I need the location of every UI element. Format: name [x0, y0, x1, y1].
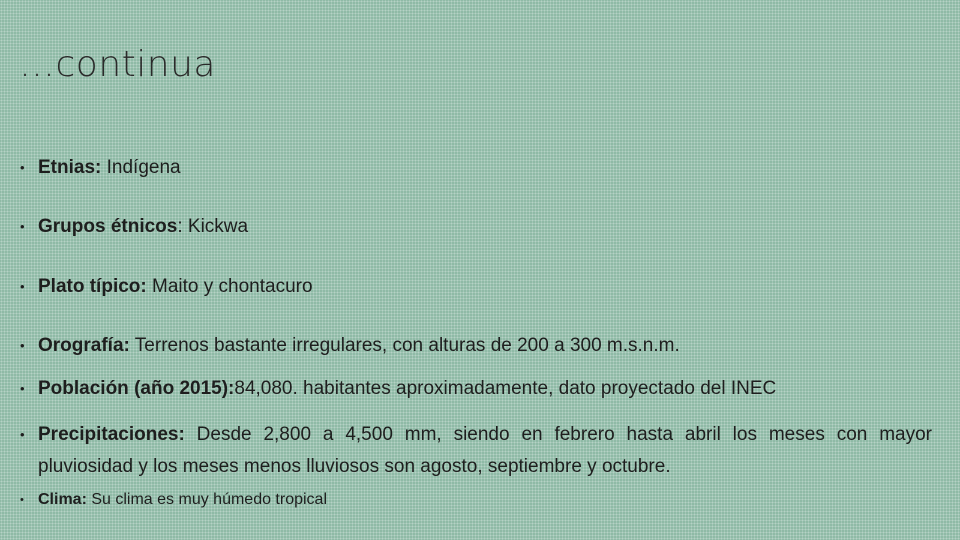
bullet-text: Su clima es muy húmedo tropical	[86, 491, 328, 508]
bullet-precipitaciones	[20, 419, 932, 483]
bullet-text: Desde 2,800 a 4,500 mm, siendo en febrero hasta abril los meses con mayor pluviosidad y los meses menos lluviosos son agosto, septiembre y octubre.	[38, 424, 932, 477]
bullet-label: Clima:	[38, 491, 87, 508]
bullet-content	[38, 489, 932, 511]
slide-title: …continua	[19, 44, 216, 85]
bullet-clima	[20, 489, 932, 511]
bullet-text: Maito y chontacuro	[146, 276, 313, 297]
bullet-label: Grupos étnicos	[38, 216, 178, 237]
bullet-content	[38, 330, 932, 362]
bullet-text: Terrenos bastante irregulares, con alturas de 200 a 300 m.s.n.m.	[129, 335, 680, 356]
bullet-label: Precipitaciones:	[38, 424, 185, 445]
bullet-plato-tipico	[20, 271, 932, 303]
bullet-icon: •	[20, 338, 25, 353]
bullet-icon: •	[20, 279, 25, 294]
bullet-content	[38, 271, 932, 303]
bullet-label: Población (año 2015):	[38, 378, 235, 399]
bullet-content	[38, 373, 932, 405]
bullet-text: 84,080. habitantes aproximadamente, dato proyectado del INEC	[234, 378, 777, 399]
bullet-grupos-etnicos	[20, 211, 932, 243]
bullet-label: Plato típico:	[38, 276, 147, 297]
bullet-etnias	[20, 152, 932, 184]
bullet-orografia	[20, 330, 932, 362]
bullet-label: Etnias:	[38, 157, 102, 178]
bullet-text: Indígena	[101, 157, 181, 178]
bullet-icon: •	[20, 219, 25, 234]
bullet-icon: •	[20, 427, 25, 442]
bullet-poblacion	[20, 373, 932, 405]
bullet-label: Orografía:	[38, 335, 130, 356]
bullet-icon: •	[20, 381, 25, 396]
bullet-content	[38, 152, 932, 184]
bullet-content	[38, 419, 932, 483]
bullet-content	[38, 211, 932, 243]
bullet-icon: •	[20, 160, 25, 175]
bullet-text: : Kickwa	[177, 216, 249, 237]
bullet-icon: •	[20, 494, 24, 506]
